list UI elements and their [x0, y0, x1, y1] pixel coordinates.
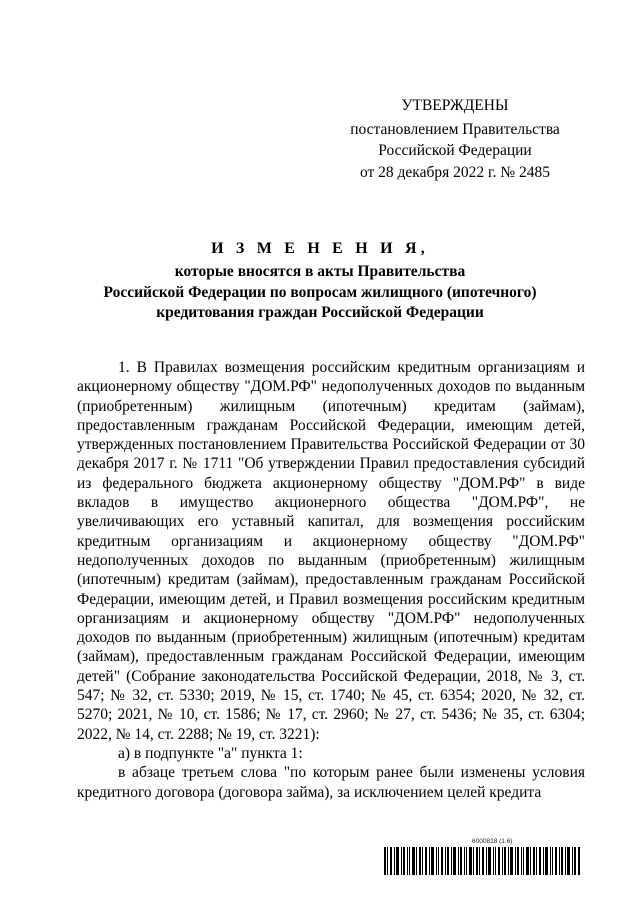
barcode-icon: [384, 847, 580, 875]
paragraph-3: в абзаце третьем слова "по которым ранее были изменены условия кредитного договора (договора займа), за исключением целей кредита: [77, 764, 585, 801]
approval-block: [330, 95, 580, 183]
document-body: [77, 358, 585, 802]
approval-line: Российской Федерации: [378, 142, 532, 159]
subtitle-line: кредитования граждан Российской Федерации: [156, 304, 484, 321]
subtitle-line: Российской Федерации по вопросам жилищного (ипотечного): [103, 283, 537, 301]
subtitle-line: которые вносятся в акты Правительства: [174, 263, 466, 280]
approval-line: постановлением Правительства: [350, 120, 560, 138]
document-subtitle: [60, 262, 580, 324]
paragraph-1: 1. В Правилах возмещения российским кредитным организациям и акционерному обществу "ДОМ.РФ" недополученных доходов по выданным (приобретенным) жилищным (ипотечным) кредитам (займам), предоставленным гражданам Российской Федерации, имеющим детей, утвержденных постановлением Правительства Российской Федерации от 30 декабря 2017 г. № 1711 "Об утверждении Правил предоставления субсидий из федерального бюджета акционерному обществу "ДОМ.РФ" в виде вкладов в имущество акционерного общества "ДОМ.РФ", не увеличивающих его уставный капитал, для возмещения российским кредитным организациям и акционерному обществу "ДОМ.РФ" недополученных доходов по выданным (приобретенным) жилищным (ипотечным) кредитам (займам), предоставленным гражданам Российской Федерации, имеющим детей, и Правил возмещения российским кредитным организациям и акционерному обществу "ДОМ.РФ" недополученных доходов по выданным (приобретенным) жилищным (ипотечным) кредитам (займам), предоставленным гражданам Российской Федерации, имеющим детей" (Собрание законодательства Российской Федерации, 2018, № 3, ст. 547; № 32, ст. 5330; 2019, № 15, ст. 1740; № 45, ст. 6354; 2020, № 32, ст. 5270; 2021, № 10, ст. 1586; № 17, ст. 2960; № 27, ст. 5436; № 35, ст. 6304; 2022, № 14, ст. 2288; № 19, ст. 3221):: [77, 359, 585, 743]
title-heading: И З М Е Н Е Н И Я,: [211, 240, 429, 257]
approval-date-number: от 28 декабря 2022 г. № 2485: [359, 163, 551, 181]
document-code: 6000818 (1.6): [472, 838, 513, 845]
paragraph-2: а) в подпункте "а" пункта 1:: [118, 744, 303, 762]
approval-heading: УТВЕРЖДЕНЫ: [401, 97, 509, 114]
